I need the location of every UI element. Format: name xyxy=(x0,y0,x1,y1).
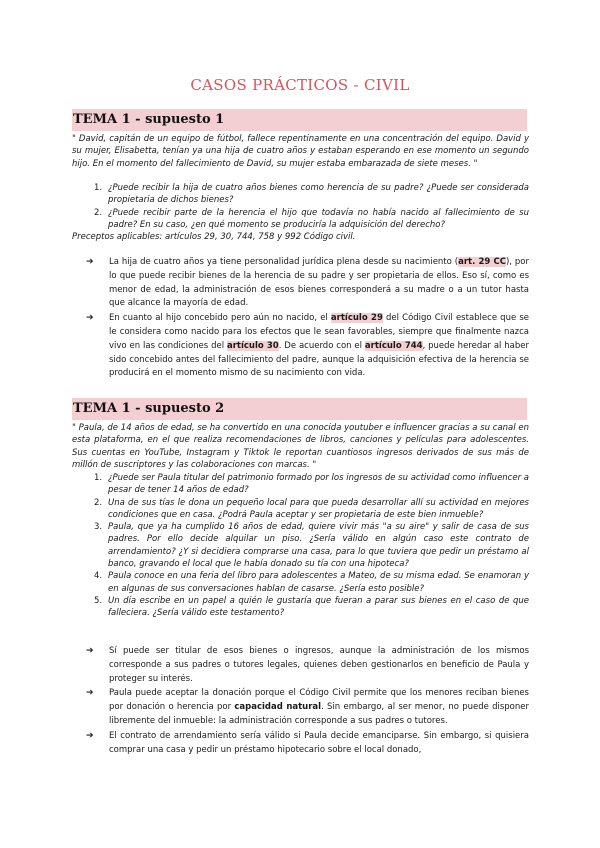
question-text: ¿Puede recibir la hija de cuatro años bienes como herencia de su padre? ¿Puede ser considerada propietaria de dichos bienes? xyxy=(108,183,529,206)
article-highlight: art. 29 CC xyxy=(458,257,506,267)
question-text: ¿Puede recibir parte de la herencia el hijo que todavía no había nacido al fallecimiento de su padre? En su caso, ¿en qué momento se produciría la adquisición del derecho? xyxy=(108,207,529,230)
question-number: 3. xyxy=(94,522,103,533)
applicable-articles: Preceptos aplicables: artículos 29, 30, 744, 758 y 992 Código civil. xyxy=(72,232,356,242)
answer-item xyxy=(86,730,529,758)
bold-term: capacidad natural xyxy=(234,702,322,713)
article-highlight: artículo 29 xyxy=(330,313,383,324)
case-statement: " Paula, de 14 años de edad, se ha convertido en una conocida youtuber e influencer gracias a su canal en esta plataforma, en el que realiza recomendaciones de libros, canciones y películas para adolescentes. Sus cuentas en YouTube, Instagram y Tiktok le reportan cuantiosos ingresos derivados de sus más de millón de suscriptores y las colaboraciones con marcas. " xyxy=(72,423,529,470)
answer-item xyxy=(86,312,529,381)
question-item xyxy=(72,182,529,207)
question-number: 5. xyxy=(94,595,103,606)
answer-list xyxy=(86,645,529,758)
question-number: 4. xyxy=(94,571,103,582)
answer-text: Sí puede ser titular de esos bienes o ingresos, aunque la administración de los mismos corresponde a sus padres o tutores legales, quienes deben gestionarlos en beneficio de Paula y proteger su interés. xyxy=(109,646,529,684)
question-text: Una de sus tías le dona un pequeño local para que pueda desarrollar allí su actividad en mejores condiciones que en casa. ¿Podrá Paula aceptar y ser propietaria de este bien inmueble? xyxy=(108,497,529,520)
answer-text: ), por lo que puede recibir bienes de la herencia de su padre y ser propietaria de ellos. Eso sí, como es menor de edad, la administración de esos bienes corresponderá a su madre o a un tutor hasta que alcance la mayoría de edad. xyxy=(109,257,529,309)
question-item xyxy=(72,497,529,522)
question-text: Paula conoce en una feria del libro para adolescentes a Mateo, de su misma edad. Se enamoran y en algunas de sus conversaciones hablan de casarse. ¿Sería esto posible? xyxy=(108,571,529,594)
answer-item xyxy=(86,645,529,686)
arrow-right-icon: ➔ xyxy=(86,646,94,656)
question-item xyxy=(72,472,529,497)
question-list xyxy=(72,182,529,231)
arrow-right-icon: ➔ xyxy=(86,257,94,267)
article-highlight: artículo 30 xyxy=(226,340,279,351)
question-list xyxy=(72,472,529,620)
article-highlight: artículo 744 xyxy=(364,340,423,351)
document-title: CASOS PRÁCTICOS - CIVIL xyxy=(190,76,410,94)
section-header-supuesto-2: TEMA 1 - supuesto 2 xyxy=(72,398,527,420)
case-statement: " David, capitán de un equipo de fútbol, fallece repentinamente en una concentración del equipo. David y su mujer, Elisabetta, tenían ya una hija de cuatro años y estaban esperando en ese momento un segundo hijo. En el momento del fallecimiento de David, su mujer estaba embarazada de siete meses. " xyxy=(72,134,529,169)
answer-text: . De acuerdo con el xyxy=(278,340,365,351)
question-item xyxy=(72,207,529,232)
answer-text: El contrato de arrendamiento sería válido si Paula decide emanciparse. Sin embargo, si quisiera comprar una casa y pedir un préstamo hipotecario sobre el local donado, xyxy=(109,730,529,755)
question-item xyxy=(72,570,529,595)
question-item xyxy=(72,521,529,570)
question-text: Un día escribe en un papel a quién le gustaría que fueran a parar sus bienes en el caso de que falleciera. ¿Sería válido este testamento? xyxy=(108,595,529,619)
arrow-right-icon: ➔ xyxy=(86,688,94,699)
question-number: 2. xyxy=(94,207,103,218)
question-text: Paula, que ya ha cumplido 16 años de edad, quiere vivir más "a su aire" y salir de casa de sus padres. Por ello decide alquilar un piso. ¿Sería válido en algún caso este contrato de arrendamiento? ¿Y si decidiera comprarse una casa, para lo que tuviera que pedir un préstamo al banco, gravando el local que le había donado su tía con una hipoteca? xyxy=(108,522,529,570)
question-item xyxy=(72,595,529,620)
question-number: 1. xyxy=(94,473,103,483)
arrow-right-icon: ➔ xyxy=(86,730,94,741)
answer-text: La hija de cuatro años ya tiene personalidad jurídica plena desde su nacimiento ( xyxy=(109,257,459,267)
question-number: 2. xyxy=(94,497,103,508)
answer-item xyxy=(86,687,529,728)
question-text: ¿Puede ser Paula titular del patrimonio formado por los ingresos de su actividad como influencer a pesar de tener 14 años de edad? xyxy=(108,473,529,496)
answer-text: Paula puede aceptar la donación porque el Código Civil permite que los menores reciban bienes por donación o herencia por xyxy=(109,688,529,713)
section-header-supuesto-1: TEMA 1 - supuesto 1 xyxy=(72,109,527,131)
arrow-right-icon: ➔ xyxy=(86,313,94,324)
answer-list xyxy=(86,256,529,382)
answer-text: En cuanto al hijo concebido pero aún no nacido, el xyxy=(109,313,331,324)
question-number: 1. xyxy=(94,183,103,193)
answer-text: . Sin embargo, al ser menor, no puede disponer libremente del inmueble: la administración corresponde a sus padres o tutores. xyxy=(109,702,529,726)
answer-text: del Código Civil establece que se le considera como nacido para los efectos que le sean favorables, siempre que finalmente nazca vivo en las condiciones del xyxy=(109,313,529,351)
answer-item xyxy=(86,256,529,311)
answer-text: , puede heredar al haber sido concebido antes del fallecimiento del padre, aunque la adquisición efectiva de la herencia se producirá en el momento mismo de su nacimiento con vida. xyxy=(109,340,529,379)
